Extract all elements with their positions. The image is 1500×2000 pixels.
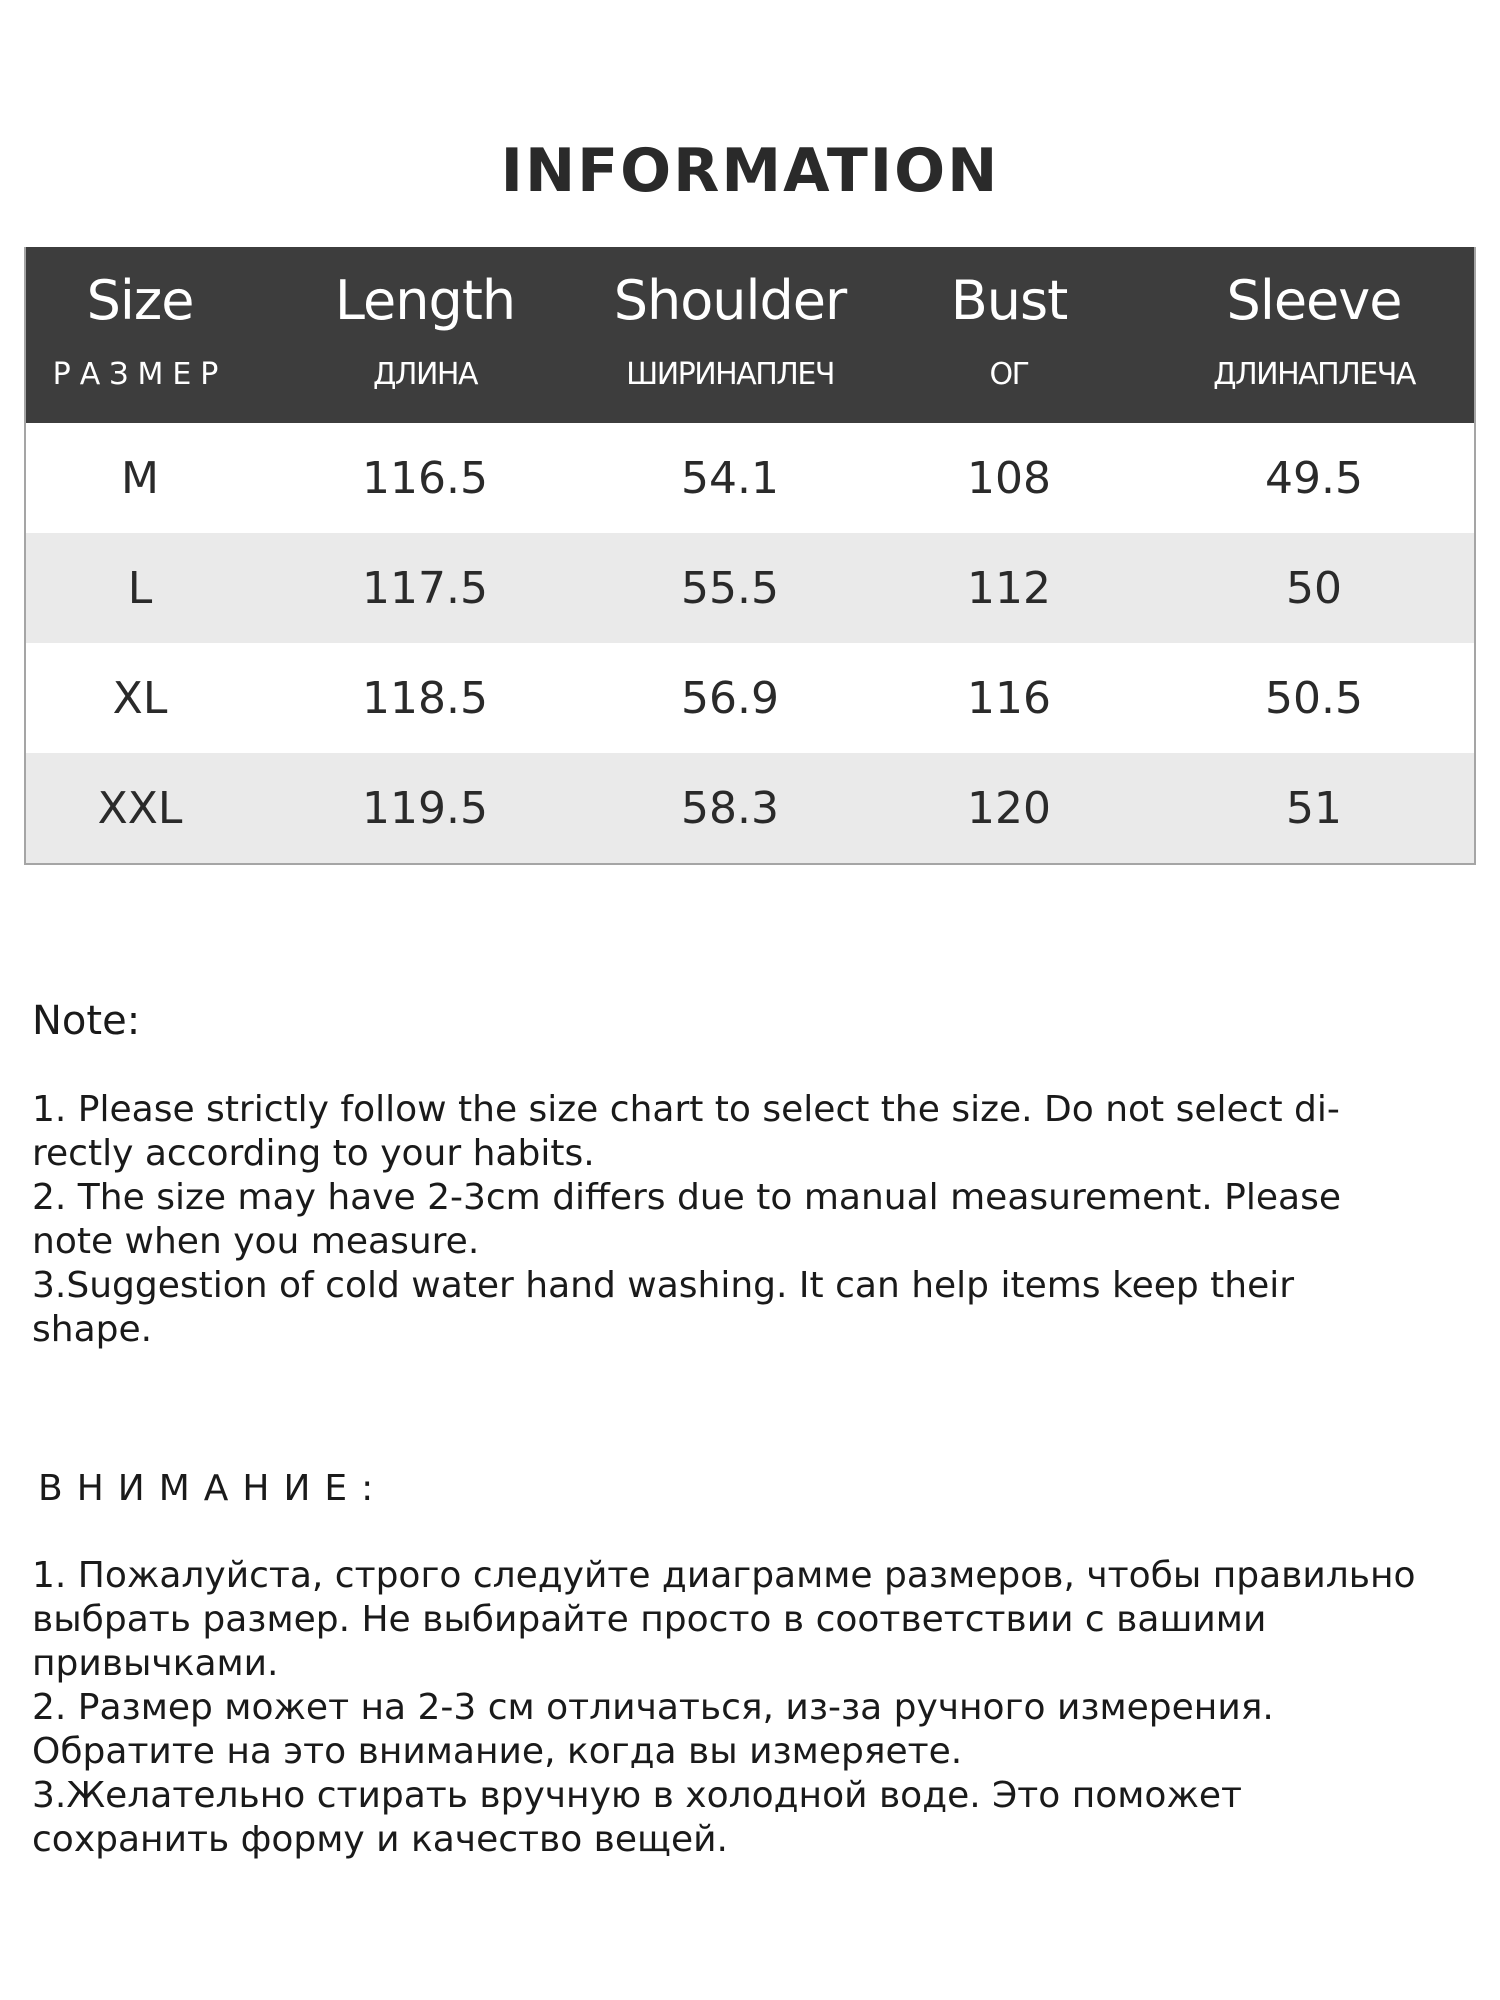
note-line: 3.Suggestion of cold water hand washing. It can help items keep their [32, 1265, 1295, 1306]
cell-length: 118.5 [362, 672, 488, 724]
note-ru-line: Обратите на это внимание, когда вы измеряете. [32, 1731, 963, 1772]
header-size-label: Size [86, 269, 194, 332]
table-row [26, 643, 1474, 753]
cell-shoulder: 54.1 [681, 452, 779, 504]
cell-shoulder: 55.5 [681, 562, 779, 614]
cell-shoulder: 56.9 [681, 672, 779, 724]
header-length-label-ru: ДЛИНА [372, 357, 478, 392]
cell-sleeve: 50.5 [1265, 672, 1363, 724]
cell-length: 116.5 [362, 452, 488, 504]
note-ru-heading: ВНИМАНИЕ: [38, 1468, 388, 1509]
header-size [26, 247, 254, 423]
cell-sleeve: 49.5 [1265, 452, 1363, 504]
note-line: note when you measure. [32, 1221, 480, 1262]
note-ru-line: 3.Желательно стирать вручную в холодной воде. Это поможет [32, 1775, 1242, 1816]
note-ru-line: выбрать размер. Не выбирайте просто в соответствии с вашими [32, 1599, 1267, 1640]
cell-length: 119.5 [362, 782, 488, 834]
note-line: 1. Please strictly follow the size chart to select the size. Do not select di- [32, 1089, 1340, 1130]
page-title: INFORMATION [500, 136, 1000, 206]
cell-size: XXL [97, 782, 183, 834]
header-shoulder-label-ru: ШИРИНАПЛЕЧ [626, 357, 834, 392]
header-bust [864, 247, 1154, 423]
table-row [26, 753, 1474, 863]
note-ru-line: сохранить форму и качество вещей. [32, 1819, 728, 1860]
header-size-label-ru: РАЗМЕР [52, 357, 228, 392]
cell-sleeve: 50 [1286, 562, 1342, 614]
note-ru-line: 1. Пожалуйста, строго следуйте диаграмме размеров, чтобы правильно [32, 1555, 1416, 1596]
header-bust-label: Bust [950, 269, 1068, 332]
header-length-label: Length [334, 269, 516, 332]
note-ru-line: привычками. [32, 1643, 279, 1684]
cell-bust: 120 [967, 782, 1051, 834]
cell-size: XL [112, 672, 168, 724]
cell-bust: 108 [967, 452, 1051, 504]
note-heading: Note: [32, 998, 141, 1044]
note-body [32, 1088, 1452, 1352]
header-sleeve [1154, 247, 1474, 423]
note-ru-body [32, 1554, 1472, 1862]
note-ru-line: 2. Размер может на 2-3 см отличаться, из-за ручного измерения. [32, 1687, 1274, 1728]
table-row [26, 423, 1474, 533]
cell-sleeve: 51 [1286, 782, 1342, 834]
cell-bust: 112 [967, 562, 1051, 614]
note-line: shape. [32, 1309, 153, 1350]
table-header-row [26, 247, 1474, 423]
header-shoulder [596, 247, 864, 423]
size-chart-table [24, 247, 1476, 865]
header-sleeve-label: Sleeve [1226, 269, 1402, 332]
header-shoulder-label: Shoulder [613, 269, 847, 332]
header-bust-label-ru: ОГ [989, 357, 1029, 392]
table-row [26, 533, 1474, 643]
cell-shoulder: 58.3 [681, 782, 779, 834]
cell-size: M [121, 452, 159, 504]
header-length [254, 247, 596, 423]
note-line: rectly according to your habits. [32, 1133, 595, 1174]
header-sleeve-label-ru: ДЛИНАПЛЕЧА [1213, 357, 1415, 392]
cell-size: L [127, 562, 153, 614]
cell-length: 117.5 [362, 562, 488, 614]
note-line: 2. The size may have 2-3cm differs due to manual measurement. Please [32, 1177, 1341, 1218]
cell-bust: 116 [967, 672, 1051, 724]
